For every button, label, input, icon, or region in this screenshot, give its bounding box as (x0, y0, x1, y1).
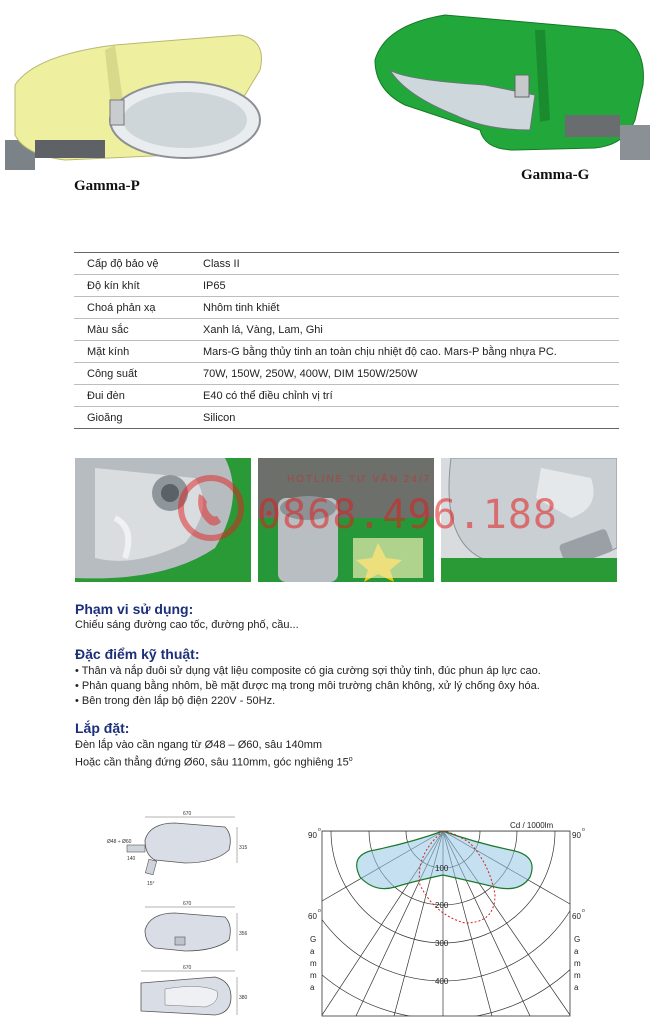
install-title: Lắp đặt: (75, 720, 130, 736)
polar-ring-label: 300 (435, 939, 449, 948)
caption-gamma-p: Gamma-P (74, 178, 140, 194)
product-image-gamma-g (365, 10, 650, 160)
dim-angle: 15° (147, 881, 155, 887)
spec-value: Mars-G bằng thủy tinh an toàn chịu nhiệt độ cao. Mars-P bằng nhựa PC. (190, 341, 619, 363)
feature-item: • Phản quang bằng nhôm, bề mặt được mạ trong môi trường chân không, xử lý chống ôxy hóa. (75, 680, 540, 692)
spec-label: Công suất (74, 363, 190, 385)
dimension-drawings (105, 805, 255, 1020)
spec-label: Mặt kính (74, 341, 190, 363)
spec-label: Cấp độ bảo vệ (74, 253, 190, 275)
gamma-letter: a (310, 947, 315, 956)
gamma-letter: m (310, 971, 317, 980)
spec-row (74, 363, 619, 385)
hotline-phone: 0868.496.188 (257, 492, 558, 538)
polar-ring-label: 100 (435, 864, 449, 873)
polar-curve-c0 (357, 831, 532, 889)
gamma-label-left (310, 935, 317, 992)
spec-label: Choá phản xạ (74, 297, 190, 319)
gamma-letter: m (574, 959, 581, 968)
angle-mid-left: 60 (308, 912, 317, 921)
gamma-letter: G (574, 935, 581, 944)
detail-photo-reflector (75, 458, 251, 582)
usage-text: Chiếu sáng đường cao tốc, đường phố, cầu... (75, 619, 299, 631)
spec-value: IP65 (190, 275, 619, 297)
spec-row (74, 297, 619, 319)
dim-height-2: 356 (239, 931, 248, 937)
polar-diagram (300, 815, 590, 1025)
dim-width-3: 670 (183, 965, 192, 971)
spec-value: 70W, 150W, 250W, 400W, DIM 150W/250W (190, 363, 619, 385)
specs-table (74, 252, 619, 429)
install-line-1: Đèn lắp vào cần ngang từ Ø48 – Ø60, sâu 140mm (75, 739, 323, 751)
usage-title: Phạm vi sử dụng: (75, 601, 194, 617)
angle-deg: o (318, 908, 321, 914)
gamma-label-right (574, 935, 581, 992)
angle-deg: o (582, 908, 585, 914)
detail-photo-socket (258, 458, 434, 582)
spec-row (74, 385, 619, 407)
dim-width-1: 670 (183, 811, 192, 817)
spec-value: Xanh lá, Vàng, Lam, Ghi (190, 319, 619, 341)
degree-sign: o (348, 756, 353, 763)
angle-deg: o (582, 827, 585, 833)
gamma-letter: G (310, 935, 317, 944)
spec-value: Class II (190, 253, 619, 275)
gamma-letter: a (574, 947, 579, 956)
spec-label: Gioăng (74, 407, 190, 429)
install-line-2 (75, 752, 353, 771)
spec-value: Silicon (190, 407, 619, 429)
spec-value: E40 có thể điều chỉnh vị trí (190, 385, 619, 407)
spec-row (74, 341, 619, 363)
dim-width-2: 670 (183, 901, 192, 907)
feature-item: • Thân và nắp đuôi sử dụng vật liệu composite có gia cường sợi thủy tinh, đúc phun áp lực cao. (75, 665, 541, 677)
product-image-gamma-p (5, 15, 275, 175)
gamma-letter: m (310, 959, 317, 968)
polar-unit: Cd / 1000lm (510, 821, 554, 830)
spec-row (74, 319, 619, 341)
dim-height-1: 315 (239, 845, 248, 851)
spec-label: Đui đèn (74, 385, 190, 407)
dim-depth: 140 (127, 856, 136, 862)
angle-top-left: 90 (308, 831, 317, 840)
polar-ring-label: 200 (435, 901, 449, 910)
caption-gamma-g: Gamma-G (521, 167, 590, 183)
feature-item: • Bên trong đèn lắp bộ điện 220V - 50Hz. (75, 695, 276, 707)
spec-label: Độ kín khít (74, 275, 190, 297)
angle-deg: o (318, 827, 321, 833)
spec-row (74, 275, 619, 297)
features-title: Đặc điểm kỹ thuật: (75, 646, 200, 662)
gamma-letter: a (310, 983, 315, 992)
dim-height-3: 380 (239, 995, 248, 1001)
angle-mid-right: 60 (572, 912, 581, 921)
spec-row (74, 407, 619, 429)
polar-ring-label: 400 (435, 977, 449, 986)
spec-label: Màu sắc (74, 319, 190, 341)
angle-top-right: 90 (572, 831, 581, 840)
spec-row (74, 253, 619, 275)
hotline-text: HOTLINE TƯ VẤN 24/7 (287, 474, 432, 485)
gamma-letter: a (574, 983, 579, 992)
dim-pipe: Ø48 ÷ Ø60 (107, 839, 132, 845)
spec-value: Nhôm tinh khiết (190, 297, 619, 319)
detail-photo-lens (441, 458, 617, 582)
gamma-letter: m (574, 971, 581, 980)
install-line-2-text: Hoặc cần thẳng đứng Ø60, sâu 110mm, góc nghiêng 15 (75, 756, 349, 769)
